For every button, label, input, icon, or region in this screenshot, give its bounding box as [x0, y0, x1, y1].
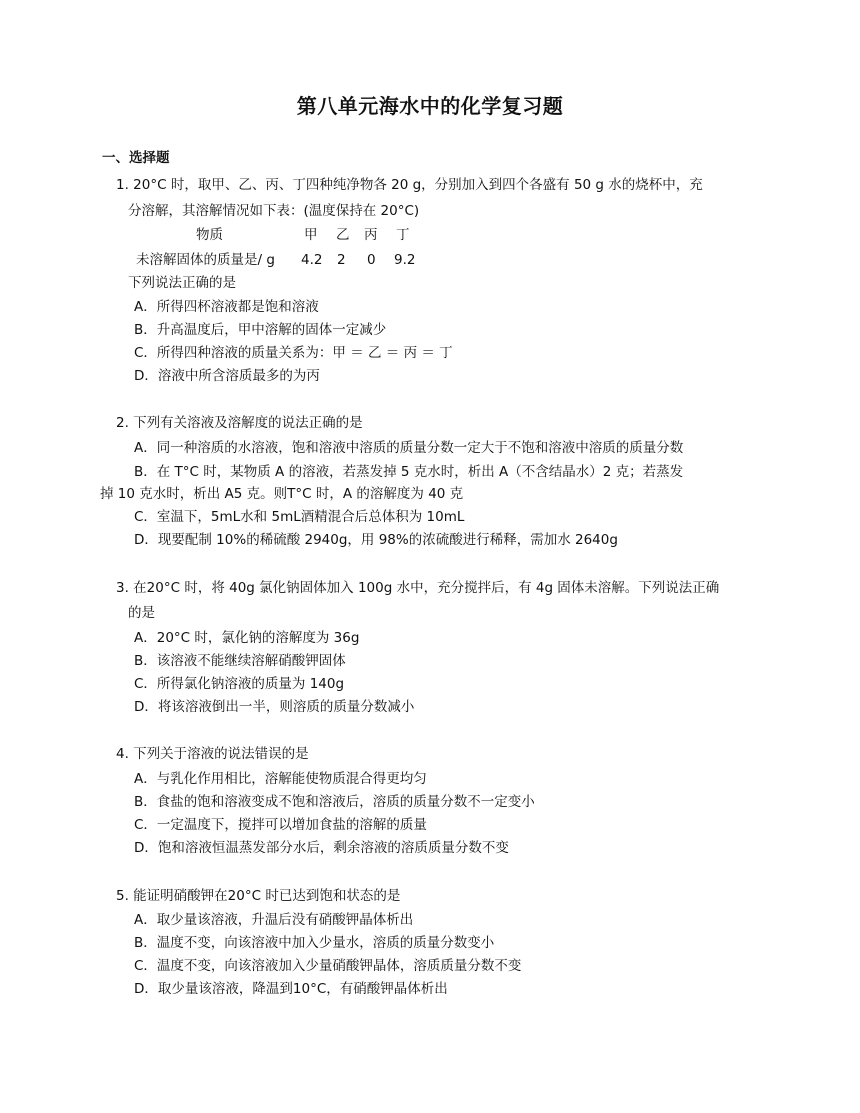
- q2-option-d: D．现要配制 10%的稀硫酸 2940g，用 98%的浓硫酸进行稀释，需加水 2640g: [134, 532, 618, 548]
- q4-stem: 4. 下列关于溶液的说法错误的是: [116, 746, 309, 762]
- q2-stem: 2. 下列有关溶液及溶解度的说法正确的是: [116, 415, 363, 431]
- q3-option-c: C．所得氯化钠溶液的质量为 140g: [134, 676, 345, 692]
- q1-table-value-bing: 0: [367, 252, 376, 268]
- q3-stem-line2: 的是: [128, 605, 155, 621]
- q3-option-b: B．该溶液不能继续溶解硝酸钾固体: [134, 653, 346, 669]
- q1-table-header-yi: 乙: [336, 227, 350, 243]
- q3-stem-line1: 3. 在20°C 时，将 40g 氯化钠固体加入 100g 水中，充分搅拌后，有 4g 固体未溶解。下列说法正确: [116, 580, 720, 596]
- q4-option-b: B．食盐的饱和溶液变成不饱和溶液后，溶质的质量分数不一定变小: [134, 794, 535, 810]
- q1-table-header-ding: 丁: [396, 227, 410, 243]
- q1-table-header-jia: 甲: [304, 227, 318, 243]
- section-heading: 一、选择题: [102, 150, 170, 166]
- q5-stem: 5. 能证明硝酸钾在20°C 时已达到饱和状态的是: [116, 888, 401, 904]
- page-title: 第八单元海水中的化学复习题: [296, 94, 564, 118]
- q1-table-value-ding: 9.2: [394, 252, 416, 268]
- q4-option-d: D．饱和溶液恒温蒸发部分水后，剩余溶液的溶质质量分数不变: [134, 840, 509, 856]
- q1-option-c: C．所得四种溶液的质量关系为：甲 ＝ 乙 ＝ 丙 ＝ 丁: [134, 345, 453, 361]
- q1-table-value-jia: 4.2: [301, 252, 323, 268]
- q1-table-row-label: 未溶解固体的质量是/ g: [136, 252, 275, 268]
- q1-table-header-bing: 丙: [364, 227, 378, 243]
- q3-option-a: A．20°C 时，氯化钠的溶解度为 36g: [134, 630, 360, 646]
- q2-option-b-cont: 掉 10 克水时，析出 A5 克。则T°C 时，A 的溶解度为 40 克: [100, 486, 464, 502]
- q5-option-a: A．取少量该溶液，升温后没有硝酸钾晶体析出: [134, 912, 414, 928]
- q2-option-c: C．室温下，5mL水和 5mL酒精混合后总体积为 10mL: [134, 509, 465, 525]
- q5-option-b: B．温度不变，向该溶液中加入少量水，溶质的质量分数变小: [134, 935, 495, 951]
- q1-option-d: D．溶液中所含溶质最多的为丙: [134, 368, 320, 384]
- q1-option-a: A．所得四杯溶液都是饱和溶液: [134, 299, 319, 315]
- q1-table-value-yi: 2: [337, 252, 346, 268]
- q2-option-b: B．在 T°C 时，某物质 A 的溶液，若蒸发掉 5 克水时，析出 A（不含结晶水）2 克；若蒸发: [134, 464, 684, 480]
- q1-stem-line1: 1. 20°C 时，取甲、乙、丙、丁四种纯净物各 20 g，分别加入到四个各盛有 50 g 水的烧杯中，充: [116, 177, 703, 193]
- q1-table-header-label: 物质: [196, 227, 223, 243]
- q1-option-b: B．升高温度后，甲中溶解的固体一定减少: [134, 322, 387, 338]
- q5-option-c: C．温度不变，向该溶液加入少量硝酸钾晶体，溶质质量分数不变: [134, 958, 522, 974]
- q4-option-c: C．一定温度下，搅拌可以增加食盐的溶解的质量: [134, 817, 427, 833]
- q2-option-a: A．同一种溶质的水溶液，饱和溶液中溶质的质量分数一定大于不饱和溶液中溶质的质量分数: [134, 440, 684, 456]
- q1-question: 下列说法正确的是: [128, 275, 236, 291]
- q3-option-d: D．将该溶液倒出一半，则溶质的质量分数减小: [134, 699, 415, 715]
- q4-option-a: A．与乳化作用相比，溶解能使物质混合得更均匀: [134, 771, 427, 787]
- q1-stem-line2: 分溶解，其溶解情况如下表：(温度保持在 20°C): [128, 203, 420, 219]
- q5-option-d: D．取少量该溶液，降温到10°C，有硝酸钾晶体析出: [134, 981, 448, 997]
